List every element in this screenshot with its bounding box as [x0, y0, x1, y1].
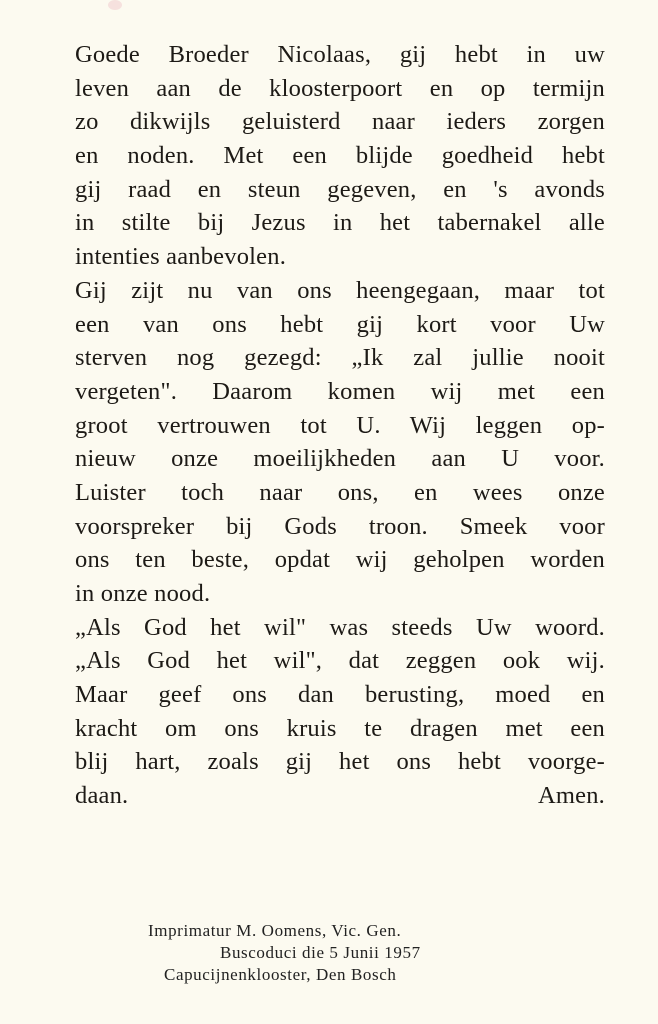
prayer-line: sterven nog gezegd: „Ik zal jullie nooit	[75, 344, 605, 372]
imprimatur-publisher: Capucijnenklooster, Den Bosch	[164, 965, 397, 984]
amen: Amen.	[538, 782, 605, 810]
paper-stain	[108, 0, 122, 10]
prayer-line: en noden. Met een blijde goedheid hebt	[75, 142, 605, 170]
imprimatur-block	[148, 920, 528, 986]
prayer-line: in stilte bij Jezus in het tabernakel alle	[75, 209, 605, 237]
prayer-line: „Als God het wil" was steeds Uw woord.	[75, 613, 605, 641]
imprimatur-line: Imprimatur M. Oomens, Vic. Gen.	[148, 921, 402, 940]
prayer-line: leven aan de kloosterpoort en op termijn	[75, 74, 605, 102]
prayer-line: vergeten". Daarom komen wij met een	[75, 377, 605, 405]
prayer-line: Luister toch naar ons, en wees onze	[75, 478, 605, 506]
prayer-text	[75, 38, 605, 813]
prayer-line: Gij zijt nu van ons heengegaan, maar tot	[75, 276, 605, 304]
prayer-line: „Als God het wil", dat zeggen ook wij.	[75, 647, 605, 675]
prayer-line: nieuw onze moeilijkheden aan U voor.	[75, 445, 605, 473]
prayer-line: ons ten beste, opdat wij geholpen worden	[75, 546, 605, 574]
prayer-closing-line	[75, 779, 605, 813]
prayer-line: zo dikwijls geluisterd naar ieders zorgen	[75, 108, 605, 136]
final-word: daan.	[75, 782, 129, 810]
prayer-line: blij hart, zoals gij het ons hebt voorge-	[75, 748, 605, 776]
prayer-line: een van ons hebt gij kort voor Uw	[75, 310, 605, 338]
prayer-line: Maar geef ons dan berusting, moed en	[75, 681, 605, 709]
prayer-line: Goede Broeder Nicolaas, gij hebt in uw	[75, 41, 605, 68]
prayer-line: in onze nood.	[75, 580, 211, 607]
prayer-line: gij raad en steun gegeven, en 's avonds	[75, 175, 605, 203]
imprimatur-date: Buscoduci die 5 Junii 1957	[220, 943, 421, 962]
prayer-line: intenties aanbevolen.	[75, 243, 287, 271]
prayer-line: kracht om ons kruis te dragen met een	[75, 714, 605, 742]
prayer-line: groot vertrouwen tot U. Wij leggen op-	[75, 411, 605, 439]
prayer-line: voorspreker bij Gods troon. Smeek voor	[75, 512, 605, 540]
